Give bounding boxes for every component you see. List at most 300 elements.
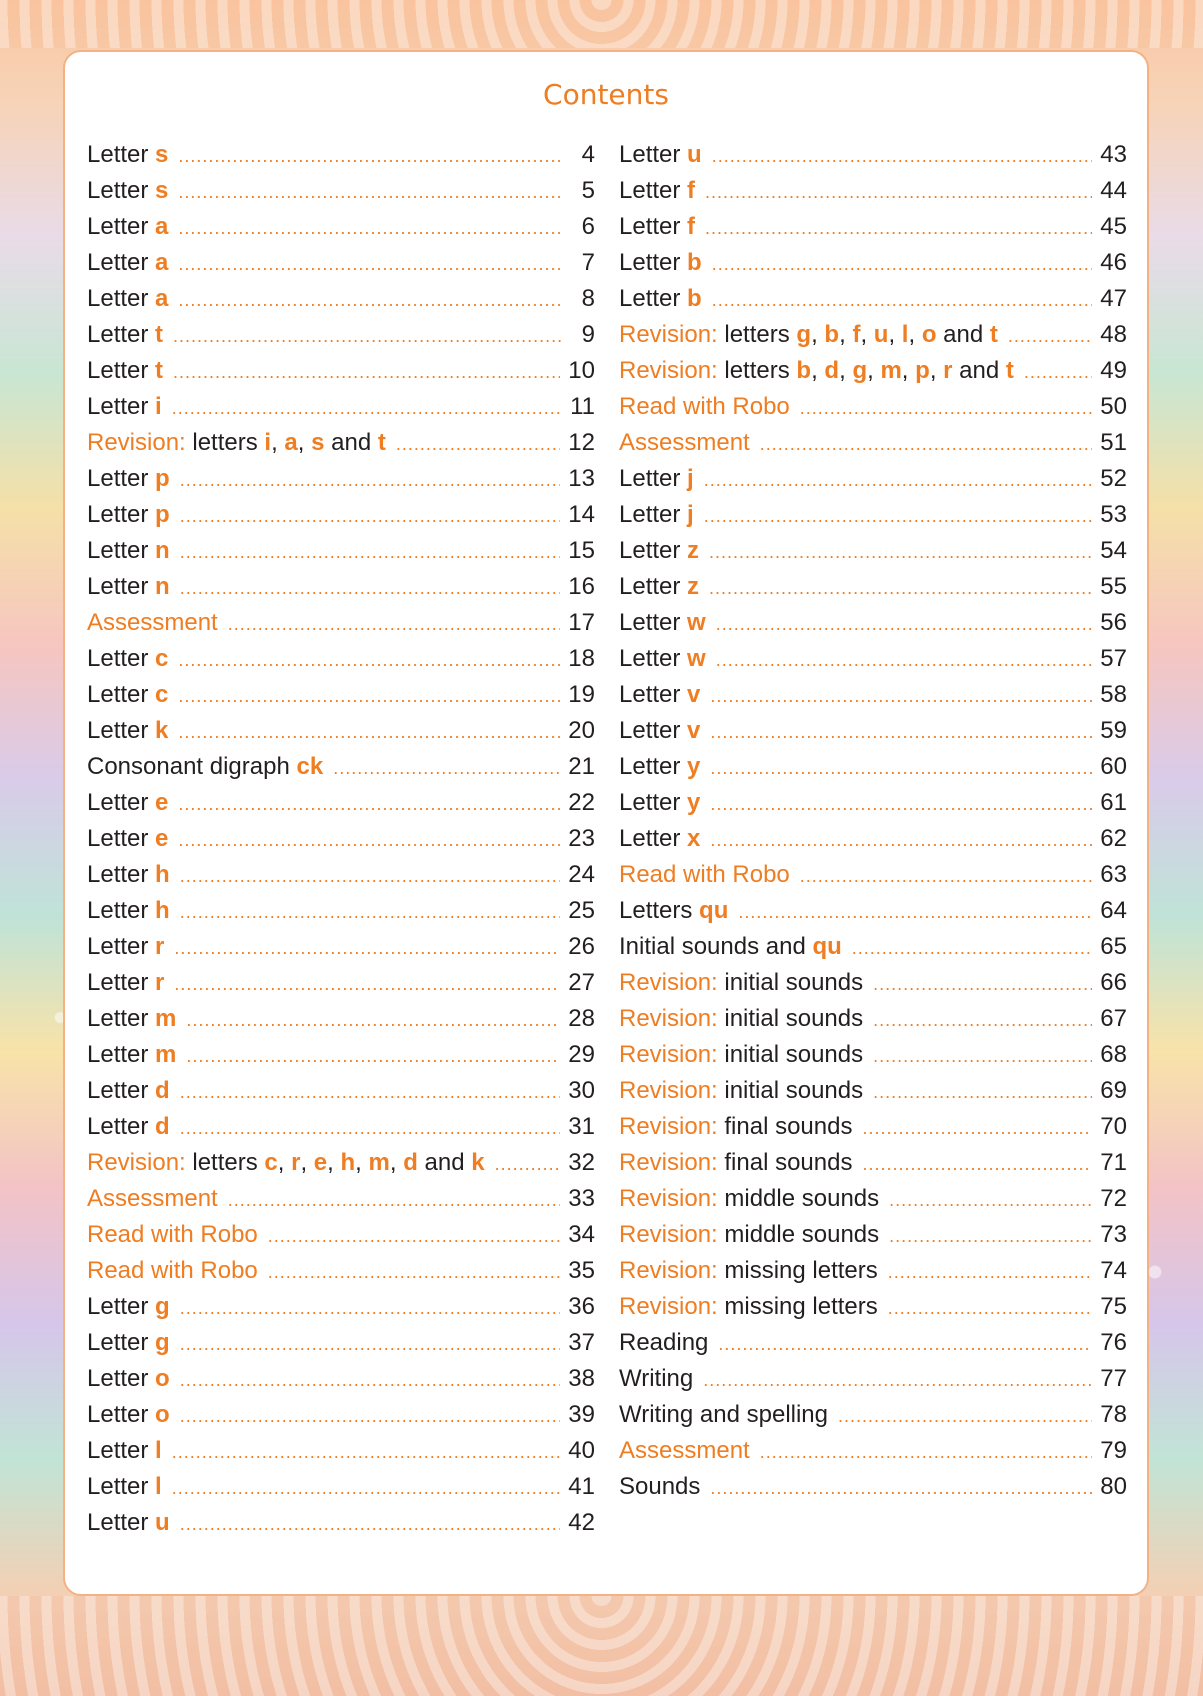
entry-text: Letter bbox=[87, 933, 156, 960]
dot-leader bbox=[710, 822, 1092, 858]
dot-leader bbox=[738, 894, 1092, 930]
page-title: Contents bbox=[543, 78, 669, 111]
toc-entry-label bbox=[619, 605, 706, 641]
toc-entry-label bbox=[87, 1109, 170, 1145]
dot-leader bbox=[178, 714, 560, 750]
dot-leader bbox=[705, 174, 1092, 210]
toc-entry bbox=[619, 857, 1127, 893]
page-number: 78 bbox=[1100, 1401, 1127, 1428]
toc-entry-label bbox=[87, 281, 168, 317]
toc-entry bbox=[619, 1469, 1127, 1505]
page-number: 75 bbox=[1100, 1293, 1127, 1320]
dot-leader bbox=[180, 498, 561, 534]
dot-leader bbox=[178, 642, 560, 678]
page-number: 26 bbox=[568, 933, 595, 960]
page-number: 73 bbox=[1100, 1221, 1127, 1248]
page-number: 42 bbox=[568, 1509, 595, 1536]
entry-text: Letter bbox=[87, 1401, 156, 1428]
toc-entry-label bbox=[619, 425, 750, 461]
toc-entry bbox=[87, 1001, 595, 1037]
highlighted-letter: b bbox=[687, 249, 702, 276]
page-number: 20 bbox=[568, 717, 595, 744]
page-number: 24 bbox=[568, 861, 595, 888]
toc-entry bbox=[87, 1217, 595, 1253]
entry-text: , bbox=[277, 1149, 292, 1176]
toc-entry-label bbox=[87, 893, 170, 929]
toc-entry-label bbox=[619, 173, 695, 209]
entry-text: letters bbox=[192, 1149, 265, 1176]
entry-text: Letter bbox=[619, 537, 688, 564]
dot-leader bbox=[800, 858, 1093, 894]
highlighted-letter: b bbox=[687, 285, 702, 312]
entry-text: , bbox=[860, 321, 874, 348]
dot-leader bbox=[180, 1074, 561, 1110]
dot-leader bbox=[268, 1218, 561, 1254]
dot-leader bbox=[710, 750, 1092, 786]
decorative-top-border bbox=[0, 0, 1203, 48]
dot-leader bbox=[760, 1434, 1093, 1470]
entry-text: Letter bbox=[87, 573, 156, 600]
toc-entry-label bbox=[619, 1361, 693, 1397]
toc-entry bbox=[87, 353, 595, 389]
dot-leader bbox=[838, 1398, 1092, 1434]
page-number: 51 bbox=[1100, 429, 1127, 456]
page-number: 68 bbox=[1100, 1041, 1127, 1068]
page-number: 21 bbox=[568, 753, 595, 780]
toc-entry bbox=[87, 605, 595, 641]
toc-entry-label bbox=[619, 533, 699, 569]
toc-entry-label bbox=[87, 461, 170, 497]
highlighted-letter: o bbox=[155, 1365, 170, 1392]
entry-text: , bbox=[300, 1149, 314, 1176]
toc-entry bbox=[619, 245, 1127, 281]
page-number: 71 bbox=[1100, 1149, 1127, 1176]
highlighted-letter: w bbox=[687, 609, 706, 636]
entry-text: Letter bbox=[87, 1077, 156, 1104]
dot-leader bbox=[862, 1146, 1092, 1182]
page-number: 77 bbox=[1100, 1365, 1127, 1392]
page-number: 30 bbox=[568, 1077, 595, 1104]
highlighted-letter: k bbox=[471, 1149, 485, 1176]
entry-text: middle sounds bbox=[724, 1221, 880, 1248]
page-number: 25 bbox=[568, 897, 595, 924]
entry-text: , bbox=[839, 357, 853, 384]
page-number: 43 bbox=[1100, 141, 1127, 168]
entry-text: Letter bbox=[87, 861, 156, 888]
toc-entry bbox=[87, 1145, 595, 1181]
highlighted-letter: u bbox=[873, 321, 889, 348]
highlighted-letter: d bbox=[403, 1149, 418, 1176]
page-number: 11 bbox=[570, 393, 595, 420]
page-number: 17 bbox=[568, 609, 595, 636]
page-number: 35 bbox=[568, 1257, 595, 1284]
toc-entry bbox=[619, 1217, 1127, 1253]
entry-text: Letter bbox=[87, 285, 156, 312]
highlighted-letter: l bbox=[155, 1473, 162, 1500]
dot-leader bbox=[178, 822, 560, 858]
toc-entry-label bbox=[87, 929, 164, 965]
toc-entry bbox=[87, 893, 595, 929]
entry-text: Letter bbox=[619, 825, 688, 852]
entry-text: Letter bbox=[87, 177, 156, 204]
entry-text: final sounds bbox=[724, 1113, 853, 1140]
page-number: 34 bbox=[568, 1221, 595, 1248]
toc-entry-label bbox=[619, 281, 702, 317]
page-number: 80 bbox=[1100, 1473, 1127, 1500]
toc-entry bbox=[619, 713, 1127, 749]
entry-text: Letter bbox=[87, 645, 156, 672]
highlighted-letter: o bbox=[155, 1401, 170, 1428]
dot-leader bbox=[800, 390, 1093, 426]
toc-entry-label bbox=[619, 461, 694, 497]
toc-entry-label bbox=[619, 389, 790, 425]
entry-text: Letter bbox=[87, 393, 156, 420]
toc-entry-label bbox=[87, 1217, 258, 1253]
entry-text: , bbox=[929, 357, 944, 384]
toc-entry-label bbox=[87, 317, 163, 353]
section-type-label: Revision: bbox=[619, 1221, 725, 1248]
entry-text: Letter bbox=[619, 501, 688, 528]
toc-entry-label bbox=[619, 1109, 852, 1145]
toc-entry-label bbox=[87, 1289, 170, 1325]
toc-entry-label bbox=[87, 965, 164, 1001]
highlighted-letter: i bbox=[155, 393, 162, 420]
entry-text: Letter bbox=[619, 213, 688, 240]
highlighted-letter: t bbox=[155, 321, 164, 348]
section-type-label: Revision: bbox=[619, 1185, 725, 1212]
page-number: 55 bbox=[1100, 573, 1127, 600]
dot-leader bbox=[180, 570, 561, 606]
section-type-label: Revision: bbox=[619, 1257, 725, 1284]
page-number: 54 bbox=[1100, 537, 1127, 564]
page-number: 37 bbox=[568, 1329, 595, 1356]
toc-entry-label bbox=[619, 1433, 750, 1469]
section-type-label: Revision: bbox=[619, 1113, 725, 1140]
highlighted-letter: f bbox=[687, 213, 696, 240]
highlighted-letter: b bbox=[796, 357, 812, 384]
toc-entry-label bbox=[619, 1001, 863, 1037]
toc-entry-label bbox=[619, 1289, 878, 1325]
page-number: 4 bbox=[581, 141, 595, 168]
dot-leader bbox=[180, 534, 561, 570]
entry-text: and bbox=[324, 429, 378, 456]
toc-entry bbox=[619, 317, 1127, 353]
toc-entry-label bbox=[619, 569, 699, 605]
dot-leader bbox=[174, 966, 560, 1002]
dot-leader bbox=[1024, 354, 1092, 390]
entry-text: Letter bbox=[87, 1437, 156, 1464]
toc-entry-label bbox=[87, 1505, 170, 1541]
highlighted-letter: p bbox=[915, 357, 930, 384]
toc-entry-label bbox=[87, 209, 168, 245]
entry-text: , bbox=[355, 1149, 369, 1176]
highlighted-letter: m bbox=[880, 357, 902, 384]
dot-leader bbox=[889, 1182, 1092, 1218]
toc-entry bbox=[619, 1145, 1127, 1181]
page-number: 58 bbox=[1100, 681, 1127, 708]
entry-text: Letter bbox=[87, 249, 156, 276]
entry-text: Letter bbox=[87, 501, 156, 528]
toc-entry bbox=[619, 1289, 1127, 1325]
page-number: 74 bbox=[1100, 1257, 1127, 1284]
entry-text: Consonant digraph bbox=[87, 753, 297, 780]
page-number: 57 bbox=[1100, 645, 1127, 672]
toc-entry bbox=[87, 137, 595, 173]
toc-entry-label bbox=[619, 353, 1014, 389]
toc-entry bbox=[619, 137, 1127, 173]
toc-entry-label bbox=[619, 893, 728, 929]
toc-entry bbox=[619, 1109, 1127, 1145]
dot-leader bbox=[1008, 318, 1092, 354]
entry-text: Letter bbox=[619, 717, 688, 744]
toc-entry-label bbox=[87, 1181, 218, 1217]
entry-text: Letter bbox=[87, 1329, 156, 1356]
entry-text: Letter bbox=[87, 465, 156, 492]
entry-text: Letter bbox=[87, 681, 156, 708]
toc-entry bbox=[87, 857, 595, 893]
toc-entry bbox=[87, 749, 595, 785]
highlighted-letter: t bbox=[155, 357, 164, 384]
dot-leader bbox=[873, 966, 1092, 1002]
highlighted-letter: g bbox=[852, 357, 868, 384]
section-type-label: Revision: bbox=[619, 1005, 725, 1032]
entry-text: and bbox=[936, 321, 990, 348]
toc-entry bbox=[619, 1073, 1127, 1109]
dot-leader bbox=[710, 786, 1092, 822]
toc-entry bbox=[87, 1289, 595, 1325]
dot-leader bbox=[888, 1290, 1093, 1326]
highlighted-letter: h bbox=[155, 861, 170, 888]
highlighted-letter: y bbox=[687, 789, 701, 816]
highlighted-letter: r bbox=[291, 1149, 301, 1176]
entry-text: Letter bbox=[619, 249, 688, 276]
highlighted-letter: g bbox=[155, 1329, 170, 1356]
toc-entry bbox=[87, 461, 595, 497]
highlighted-letter: m bbox=[155, 1005, 177, 1032]
section-type-label: Read with Robo bbox=[87, 1221, 258, 1248]
toc-entry bbox=[87, 965, 595, 1001]
toc-entry-label bbox=[87, 533, 170, 569]
entry-text: Letter bbox=[87, 1293, 156, 1320]
page-number: 69 bbox=[1100, 1077, 1127, 1104]
dot-leader bbox=[705, 210, 1092, 246]
toc-entry bbox=[87, 497, 595, 533]
dot-leader bbox=[172, 1434, 561, 1470]
toc-entry bbox=[619, 1253, 1127, 1289]
toc-entry-label bbox=[619, 137, 702, 173]
page-number: 66 bbox=[1100, 969, 1127, 996]
highlighted-letter: r bbox=[155, 969, 165, 996]
entry-text: , bbox=[888, 321, 902, 348]
toc-entry-label bbox=[87, 1469, 162, 1505]
toc-entry-label bbox=[619, 965, 863, 1001]
highlighted-letter: b bbox=[824, 321, 840, 348]
page-number: 70 bbox=[1100, 1113, 1127, 1140]
toc-entry-label bbox=[619, 929, 842, 965]
dot-leader bbox=[712, 138, 1093, 174]
highlighted-letter: a bbox=[155, 213, 169, 240]
highlighted-letter: u bbox=[687, 141, 702, 168]
page-number: 9 bbox=[581, 321, 595, 348]
dot-leader bbox=[180, 1398, 561, 1434]
toc-entry bbox=[619, 929, 1127, 965]
entry-text: Letter bbox=[87, 213, 156, 240]
highlighted-letter: e bbox=[313, 1149, 328, 1176]
toc-entry bbox=[87, 1253, 595, 1289]
page-number: 32 bbox=[568, 1149, 595, 1176]
highlighted-letter: w bbox=[687, 645, 706, 672]
highlighted-letter: a bbox=[155, 249, 169, 276]
toc-entry bbox=[87, 1397, 595, 1433]
page-number: 36 bbox=[568, 1293, 595, 1320]
entry-text: Letter bbox=[619, 573, 688, 600]
toc-entry-label bbox=[87, 1073, 170, 1109]
dot-leader bbox=[268, 1254, 561, 1290]
toc-entry-label bbox=[619, 1253, 878, 1289]
page-number: 28 bbox=[568, 1005, 595, 1032]
toc-entry-label bbox=[87, 1433, 162, 1469]
highlighted-letter: d bbox=[824, 357, 840, 384]
toc-entry-label bbox=[619, 317, 998, 353]
entry-text: and bbox=[952, 357, 1006, 384]
toc-entry bbox=[87, 569, 595, 605]
dot-leader bbox=[495, 1146, 561, 1182]
dot-leader bbox=[873, 1074, 1092, 1110]
toc-entry-label bbox=[87, 1397, 170, 1433]
page-number: 65 bbox=[1100, 933, 1127, 960]
page-number: 72 bbox=[1100, 1185, 1127, 1212]
highlighted-letter: n bbox=[155, 537, 170, 564]
toc-entry bbox=[619, 533, 1127, 569]
dot-leader bbox=[888, 1254, 1093, 1290]
entry-text: Writing and spelling bbox=[619, 1401, 829, 1428]
entry-text: missing letters bbox=[724, 1293, 878, 1320]
dot-leader bbox=[178, 786, 560, 822]
section-type-label: Read with Robo bbox=[619, 393, 790, 420]
toc-entry bbox=[87, 1181, 595, 1217]
page-number: 38 bbox=[568, 1365, 595, 1392]
highlighted-letter: t bbox=[377, 429, 386, 456]
dot-leader bbox=[172, 1470, 561, 1506]
highlighted-letter: x bbox=[687, 825, 701, 852]
toc-entry-label bbox=[619, 1073, 863, 1109]
toc-entry-label bbox=[619, 713, 700, 749]
dot-leader bbox=[716, 642, 1093, 678]
toc-entry-label bbox=[619, 677, 700, 713]
highlighted-letter: e bbox=[155, 825, 169, 852]
toc-entry bbox=[619, 1181, 1127, 1217]
entry-text: , bbox=[271, 429, 285, 456]
page-number: 16 bbox=[568, 573, 595, 600]
dot-leader bbox=[178, 246, 561, 282]
toc-entry-label bbox=[87, 1325, 170, 1361]
dot-leader bbox=[180, 1362, 561, 1398]
toc-entry bbox=[619, 1361, 1127, 1397]
toc-entry bbox=[87, 1325, 595, 1361]
entry-text: Letter bbox=[87, 321, 156, 348]
entry-text: Letter bbox=[87, 1365, 156, 1392]
section-type-label: Read with Robo bbox=[619, 861, 790, 888]
highlighted-letter: u bbox=[155, 1509, 170, 1536]
entry-text: Letter bbox=[87, 1113, 156, 1140]
decorative-bottom-border bbox=[0, 1596, 1203, 1696]
entry-text: and bbox=[417, 1149, 472, 1176]
dot-leader bbox=[716, 606, 1093, 642]
toc-entry bbox=[87, 1109, 595, 1145]
dot-leader bbox=[172, 390, 561, 426]
highlighted-letter: d bbox=[155, 1113, 170, 1140]
dot-leader bbox=[174, 930, 560, 966]
toc-entry bbox=[619, 1037, 1127, 1073]
toc-entry bbox=[619, 605, 1127, 641]
page-number: 60 bbox=[1100, 753, 1127, 780]
page-number: 19 bbox=[568, 681, 595, 708]
toc-entry-label bbox=[619, 749, 700, 785]
toc-entry-label bbox=[87, 245, 168, 281]
entry-text: , bbox=[839, 321, 853, 348]
highlighted-letter: h bbox=[340, 1149, 356, 1176]
page-number: 63 bbox=[1100, 861, 1127, 888]
toc-entry bbox=[619, 1433, 1127, 1469]
toc-entry bbox=[87, 425, 595, 461]
page-number: 23 bbox=[568, 825, 595, 852]
toc-entry-label bbox=[619, 245, 702, 281]
contents-panel bbox=[63, 50, 1149, 1596]
toc-entry-label bbox=[87, 857, 170, 893]
dot-leader bbox=[712, 282, 1093, 318]
toc-entry bbox=[619, 965, 1127, 1001]
page-number: 40 bbox=[568, 1437, 595, 1464]
dot-leader bbox=[710, 1470, 1092, 1506]
highlighted-letter: a bbox=[155, 285, 169, 312]
entry-text: Letter bbox=[87, 1005, 156, 1032]
highlighted-letter: qu bbox=[699, 897, 729, 924]
entry-text: initial sounds bbox=[724, 1077, 864, 1104]
highlighted-letter: ck bbox=[296, 753, 324, 780]
toc-entry bbox=[87, 281, 595, 317]
page-number: 12 bbox=[568, 429, 595, 456]
entry-text: Letter bbox=[619, 753, 688, 780]
entry-text: Letter bbox=[87, 969, 156, 996]
highlighted-letter: e bbox=[155, 789, 169, 816]
page-number: 64 bbox=[1100, 897, 1127, 924]
section-type-label: Revision: bbox=[87, 429, 193, 456]
toc-entry bbox=[87, 1433, 595, 1469]
page-number: 53 bbox=[1100, 501, 1127, 528]
page-number: 22 bbox=[568, 789, 595, 816]
highlighted-letter: g bbox=[796, 321, 812, 348]
toc-entry-label bbox=[87, 137, 168, 173]
page-number: 79 bbox=[1100, 1437, 1127, 1464]
highlighted-letter: m bbox=[368, 1149, 390, 1176]
entry-text: Letter bbox=[619, 681, 688, 708]
entry-text: Letter bbox=[619, 465, 688, 492]
toc-entry bbox=[619, 1325, 1127, 1361]
highlighted-letter: h bbox=[155, 897, 170, 924]
toc-entry bbox=[619, 821, 1127, 857]
toc-entry bbox=[87, 1037, 595, 1073]
dot-leader bbox=[710, 714, 1092, 750]
highlighted-letter: a bbox=[284, 429, 298, 456]
page-number: 50 bbox=[1100, 393, 1127, 420]
section-type-label: Assessment bbox=[87, 609, 218, 636]
entry-text: Letter bbox=[619, 609, 688, 636]
toc-entry bbox=[619, 569, 1127, 605]
toc-entry-label bbox=[87, 749, 323, 785]
entry-text: missing letters bbox=[724, 1257, 878, 1284]
toc-entry-label bbox=[619, 785, 700, 821]
highlighted-letter: s bbox=[311, 429, 325, 456]
